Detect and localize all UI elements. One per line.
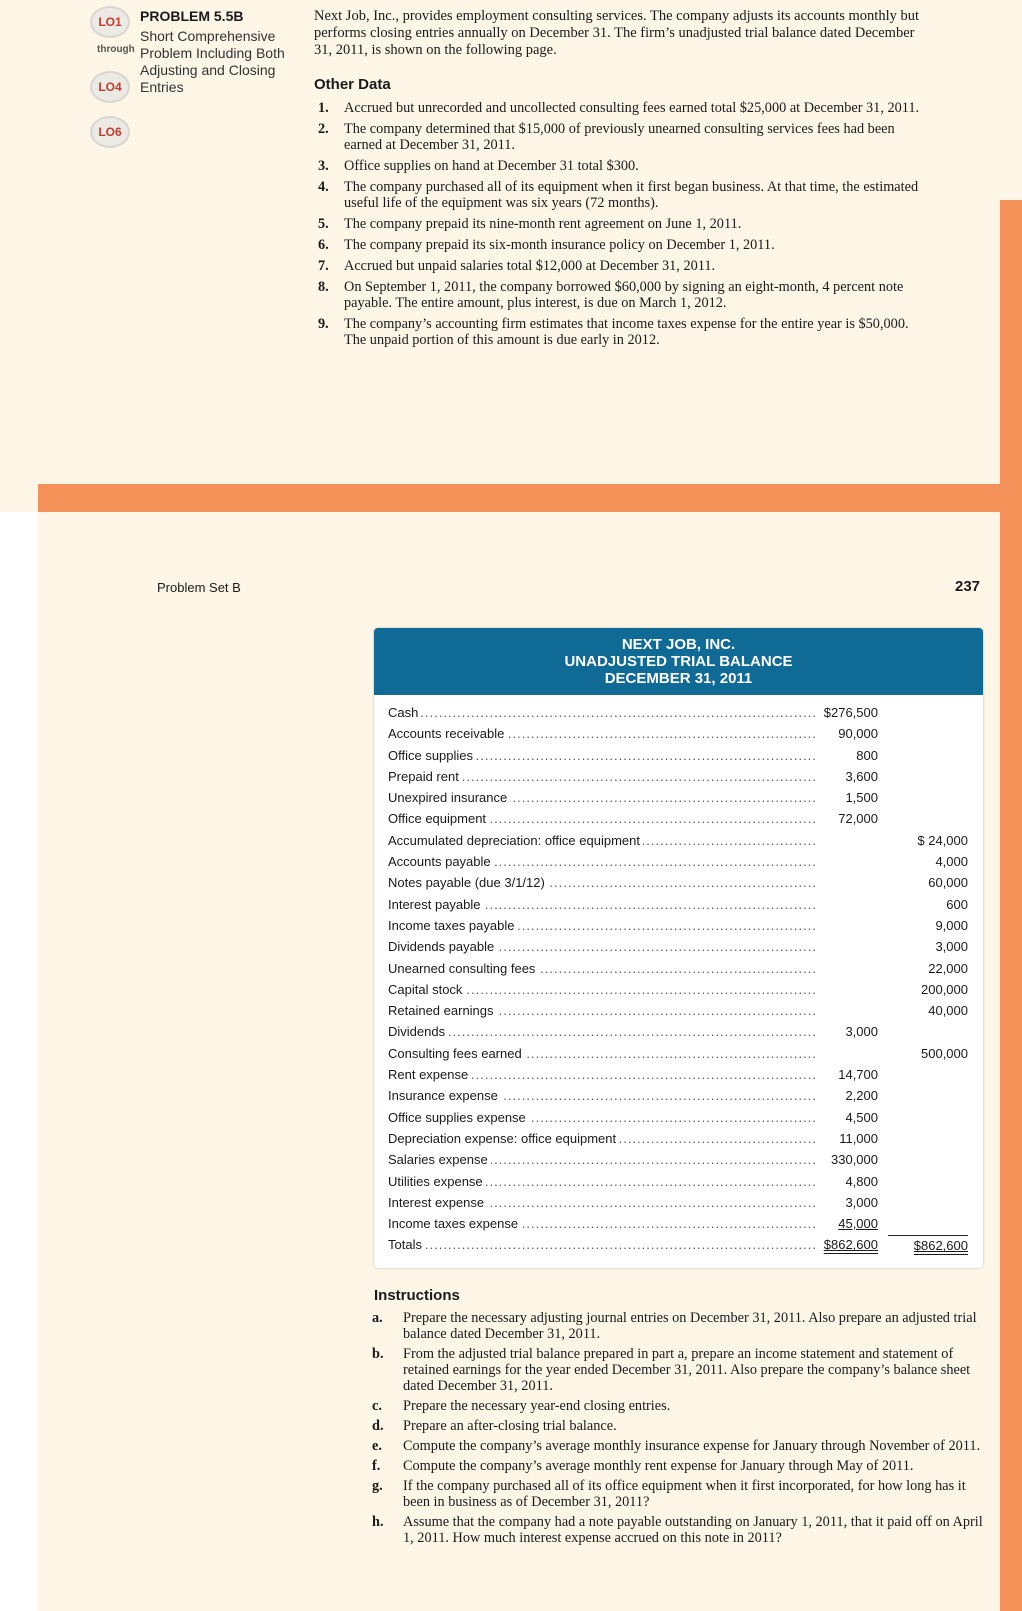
account-name: Accumulated depreciation: office equipment .....	[388, 833, 816, 850]
account-name: Accounts receivable .....	[388, 726, 816, 743]
debit-cell: 4,500	[845, 1109, 878, 1125]
debit-cell: 90,000	[838, 726, 878, 742]
table-row	[388, 979, 973, 1000]
credit-cell: 600	[946, 896, 968, 912]
credit-cell: $ 24,000	[917, 832, 968, 848]
other-data-item	[318, 279, 928, 311]
table-row	[388, 1043, 973, 1064]
totals-row	[388, 1234, 973, 1255]
account-name: Office equipment .....	[388, 811, 816, 828]
instruction-item	[372, 1418, 984, 1434]
item-text: On September 1, 2011, the company borrowed $60,000 by signing an eight-month, 4 percent note payable. The entire amount, plus interest, is due on March 1, 2012.	[344, 279, 904, 311]
debit-cell: 2,200	[845, 1088, 878, 1104]
debit-total: $862,600	[823, 1237, 878, 1253]
table-row	[388, 1213, 973, 1234]
item-number: 9.	[318, 316, 329, 332]
page-number: 237	[955, 578, 981, 595]
account-name: Consulting fees earned .....	[388, 1046, 816, 1063]
credit-cell: 3,000	[935, 939, 968, 955]
debit-cell: 3,000	[845, 1024, 878, 1040]
other-data-item	[318, 100, 928, 116]
problem-subtitle: Short Comprehensive Problem Including Both Adjusting and Closing Entries	[140, 28, 285, 95]
item-text: Prepare the necessary adjusting journal entries on December 31, 2011. Also prepare an adjusted trial balance dated December 31, 2011.	[403, 1310, 977, 1342]
item-letter: e.	[372, 1438, 382, 1454]
account-name: Utilities expense .....	[388, 1174, 816, 1191]
item-letter: b.	[372, 1346, 384, 1362]
table-row	[388, 958, 973, 979]
other-data-list	[318, 100, 928, 353]
trial-balance-rows	[388, 702, 973, 1256]
problem-set-label: Problem Set B	[157, 580, 241, 595]
account-name: Income taxes expense .....	[388, 1216, 816, 1233]
item-text: The company purchased all of its equipment when it first began business. At that time, the estimated useful life of the equipment was six years (72 months).	[344, 179, 919, 211]
item-text: From the adjusted trial balance prepared in part a, prepare an income statement and statement of retained earnings for the year ended December 31, 2011. Also prepare the company’s balance sheet dated December 31, 2011.	[403, 1346, 971, 1394]
table-row	[388, 872, 973, 893]
item-letter: a.	[372, 1310, 383, 1326]
account-name: Retained earnings .....	[388, 1003, 816, 1020]
other-data-item	[318, 258, 928, 274]
table-row	[388, 702, 973, 723]
table-row	[388, 787, 973, 808]
top-page-footer-band	[38, 484, 1022, 512]
item-number: 4.	[318, 179, 329, 195]
credit-total: $862,600	[888, 1235, 968, 1253]
account-name: Rent expense .....	[388, 1067, 816, 1084]
account-name: Interest expense .....	[388, 1195, 816, 1212]
item-number: 3.	[318, 158, 329, 174]
table-row	[388, 894, 973, 915]
item-number: 5.	[318, 216, 329, 232]
problem-title: PROBLEM 5.5B	[140, 8, 244, 24]
table-row	[388, 1192, 973, 1213]
account-name: Prepaid rent .....	[388, 769, 816, 786]
item-text: Compute the company’s average monthly insurance expense for January through November of 2011.	[403, 1438, 981, 1454]
item-text: Prepare the necessary year-end closing entries.	[403, 1398, 671, 1414]
other-data-item	[318, 216, 928, 232]
other-data-item	[318, 158, 928, 174]
item-letter: f.	[372, 1458, 381, 1474]
item-number: 6.	[318, 237, 329, 253]
account-name: Notes payable (due 3/1/12) .....	[388, 875, 816, 892]
account-name: Dividends .....	[388, 1024, 816, 1041]
lo1-badge: LO1	[90, 6, 130, 38]
account-name: Depreciation expense: office equipment .....	[388, 1131, 816, 1148]
item-number: 2.	[318, 121, 329, 137]
account-name: Cash .....	[388, 705, 816, 722]
other-data-item	[318, 237, 928, 253]
trial-balance-header	[374, 628, 983, 695]
account-name: Salaries expense .....	[388, 1152, 816, 1169]
item-text: Assume that the company had a note payable outstanding on January 1, 2011, that it paid off on April 1, 2011. How much interest expense accrued on this note in 2011?	[403, 1514, 983, 1546]
table-row	[388, 1000, 973, 1021]
account-name: Totals .....	[388, 1237, 816, 1254]
debit-cell: 800	[856, 747, 878, 763]
table-row	[388, 851, 973, 872]
debit-cell: 3,600	[845, 768, 878, 784]
company-name: NEXT JOB, INC.	[621, 636, 736, 653]
problem-intro: Next Job, Inc., provides employment consulting services. The company adjusts its accounts monthly but performs closing entries annually on December 31. The firm’s unadjusted trial balance dated December 31, 2011, is shown on the following page.	[314, 8, 920, 58]
table-row	[388, 1085, 973, 1106]
instruction-item	[372, 1438, 984, 1454]
item-text: Accrued but unpaid salaries total $12,000 at December 31, 2011.	[344, 258, 716, 274]
credit-cell: 60,000	[928, 875, 968, 891]
bottom-page-edge	[1000, 512, 1022, 1611]
account-name: Office supplies .....	[388, 748, 816, 765]
table-row	[388, 1149, 973, 1170]
instruction-item	[372, 1478, 984, 1510]
item-letter: c.	[372, 1398, 382, 1414]
table-row	[388, 915, 973, 936]
instruction-item	[372, 1310, 984, 1342]
debit-cell: 330,000	[831, 1152, 878, 1168]
account-name: Unearned consulting fees .....	[388, 961, 816, 978]
account-name: Accounts payable .....	[388, 854, 816, 871]
account-name: Interest payable .....	[388, 897, 816, 914]
debit-cell: 11,000	[839, 1130, 878, 1146]
debit-cell: 3,000	[845, 1194, 878, 1210]
account-name: Income taxes payable .....	[388, 918, 816, 935]
credit-cell: 4,000	[935, 854, 968, 870]
debit-cell: 14,700	[838, 1067, 878, 1083]
item-text: If the company purchased all of its office equipment when it first incorporated, for how long has it been in business as of December 31, 2011?	[403, 1478, 966, 1510]
table-row	[388, 1128, 973, 1149]
debit-cell: 45,000	[838, 1216, 878, 1232]
account-name: Dividends payable .....	[388, 939, 816, 956]
account-name: Unexpired insurance .....	[388, 790, 816, 807]
statement-date: DECEMBER 31, 2011	[604, 670, 753, 687]
item-text: Accrued but unrecorded and uncollected consulting fees earned total $25,000 at December 31, 2011.	[344, 100, 920, 116]
debit-cell: 4,800	[845, 1173, 878, 1189]
instruction-item	[372, 1458, 984, 1474]
item-text: The company’s accounting firm estimates that income taxes expense for the entire year is $50,000. The unpaid portion of this amount is due early in 2012.	[344, 316, 909, 348]
account-name: Office supplies expense .....	[388, 1110, 816, 1127]
instruction-item	[372, 1514, 984, 1546]
item-text: Office supplies on hand at December 31 total $300.	[344, 158, 639, 174]
instruction-item	[372, 1346, 984, 1394]
instructions-heading: Instructions	[374, 1287, 460, 1304]
other-data-item	[318, 179, 928, 211]
table-row	[388, 808, 973, 829]
item-number: 8.	[318, 279, 329, 295]
item-letter: h.	[372, 1514, 384, 1530]
table-row	[388, 936, 973, 957]
debit-cell: 72,000	[838, 811, 878, 827]
item-text: The company prepaid its six-month insurance policy on December 1, 2011.	[344, 237, 775, 253]
item-letter: d.	[372, 1418, 384, 1434]
table-row	[388, 1171, 973, 1192]
item-text: Prepare an after-closing trial balance.	[403, 1418, 617, 1434]
item-letter: g.	[372, 1478, 383, 1494]
table-row	[388, 1064, 973, 1085]
table-row	[388, 745, 973, 766]
table-row	[388, 723, 973, 744]
account-name: Capital stock .....	[388, 982, 816, 999]
table-row	[388, 766, 973, 787]
other-data-item	[318, 121, 928, 153]
credit-cell: 9,000	[935, 917, 968, 933]
credit-cell: 22,000	[928, 960, 968, 976]
debit-cell: $276,500	[823, 705, 878, 720]
item-number: 7.	[318, 258, 329, 274]
other-data-item	[318, 316, 928, 348]
credit-cell: 40,000	[928, 1003, 968, 1019]
through-label: through	[97, 44, 135, 55]
instruction-item	[372, 1398, 984, 1414]
item-number: 1.	[318, 100, 329, 116]
item-text: Compute the company’s average monthly rent expense for January through May of 2011.	[403, 1458, 914, 1474]
credit-cell: 200,000	[921, 981, 968, 997]
debit-cell: 1,500	[845, 790, 878, 806]
table-row	[388, 1021, 973, 1042]
other-data-heading: Other Data	[314, 76, 391, 93]
lo4-badge: LO4	[90, 71, 130, 103]
table-row	[388, 1107, 973, 1128]
instructions-list	[372, 1310, 984, 1550]
credit-cell: 500,000	[921, 1045, 968, 1061]
top-page-edge	[1000, 0, 1022, 512]
item-text: The company determined that $15,000 of previously unearned consulting services fees had been earned at December 31, 2011.	[344, 121, 895, 153]
lo6-badge: LO6	[90, 116, 130, 148]
statement-title: UNADJUSTED TRIAL BALANCE	[564, 653, 793, 670]
table-row	[388, 830, 973, 851]
item-text: The company prepaid its nine-month rent agreement on June 1, 2011.	[344, 216, 742, 232]
account-name: Insurance expense .....	[388, 1088, 816, 1105]
